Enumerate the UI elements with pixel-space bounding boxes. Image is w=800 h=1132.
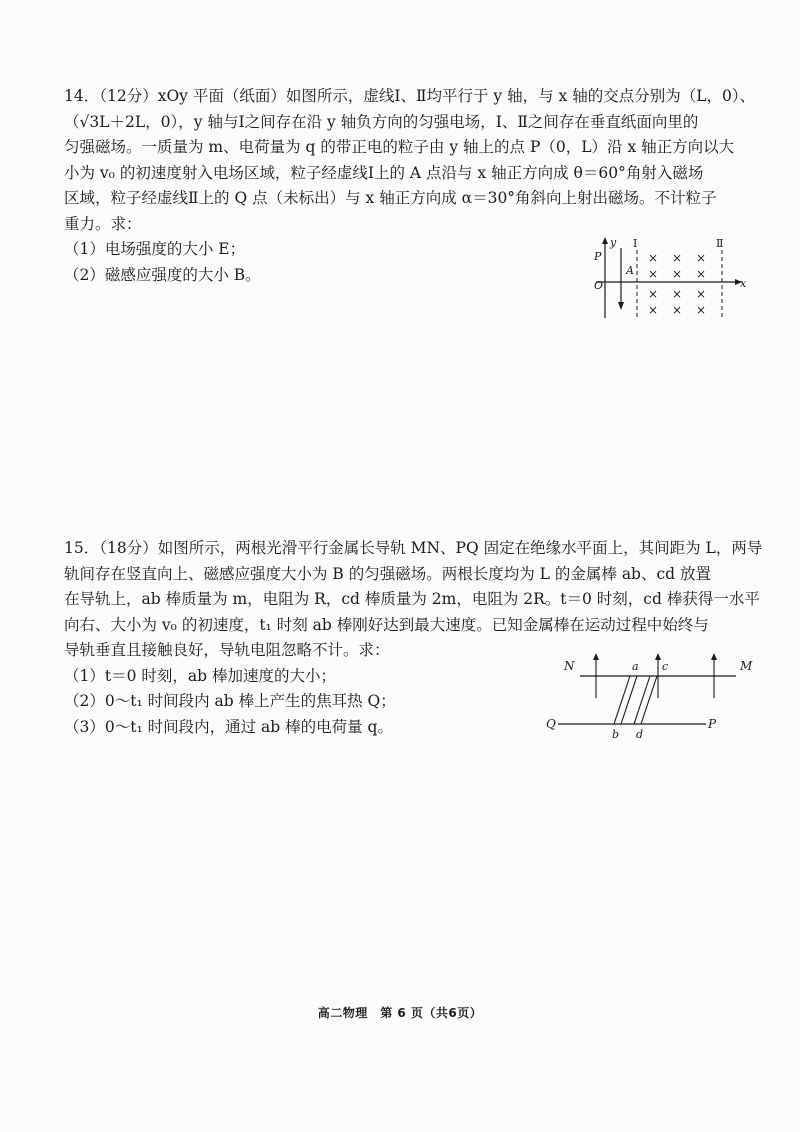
problem-15-line: 15．（18分）如图所示，两根光滑平行金属长导轨 MN、PQ 固定在绝缘水平面上，其间距为 L，两导 [64,539,763,557]
field-cross: × [672,267,683,281]
problem-14-line: （√3L＋2L，0），y 轴与Ⅰ之间存在沿 y 轴负方向的匀强电场，Ⅰ、Ⅱ之间存在垂直纸面向里的 [64,112,699,131]
field-cross: × [648,267,659,281]
label-y: y [610,236,617,249]
problem-14-question-1: （1）电场强度的大小 E； [64,240,246,258]
problem-14-line: 匀强磁场。一质量为 m、电荷量为 q 的带正电的粒子由 y 轴上的点 P（0，L）沿 x 轴正方向以大 [64,138,735,156]
electric-field-arrowhead [618,302,624,310]
y-axis-arrow [602,237,608,244]
label-x: x [740,277,747,290]
label-P: P [708,717,717,731]
problem-15-question-3: （3）0～t₁ 时间段内，通过 ab 棒的电荷量 q。 [64,717,393,736]
problem-15-line: 在导轨上，ab 棒质量为 m，电阻为 R，cd 棒质量为 2m，电阻为 2R。t＝0 时刻，cd 棒获得一水平 [64,590,760,608]
label-b: b [612,728,620,740]
field-cross: × [648,303,659,317]
field-cross: × [696,287,707,301]
field-arrowhead [655,653,661,660]
problem-15-question-1: （1）t＝0 时刻，ab 棒加速度的大小； [64,666,336,685]
label-O: O [594,279,604,292]
field-cross: × [696,251,707,265]
problem-15-figure [540,652,766,740]
field-cross: × [696,303,707,317]
label-c: c [662,660,669,673]
label-P: P [594,250,602,263]
field-arrowhead [711,653,717,660]
field-cross: × [696,267,707,281]
label-a: a [632,660,639,673]
problem-14-line: 14．（12分）xOy 平面（纸面）如图所示，虚线Ⅰ、Ⅱ均平行于 y 轴，与 x 轴的交点分别为（L，0）、 [64,87,756,105]
field-cross: × [648,251,659,265]
problem-15-line: 导轨垂直且接触良好，导轨电阻忽略不计。求： [64,641,390,659]
field-arrowhead [593,653,599,660]
problem-14-figure [588,234,750,324]
field-cross: × [672,303,683,317]
page-footer: 高二物理 第 6 页（共6页） [317,1006,483,1020]
problem-14-line: 小为 v₀ 的初速度射入电场区域，粒子经虚线Ⅰ上的 A 点沿与 x 轴正方向成 θ＝60°角射入磁场 [64,163,704,182]
label-II: Ⅱ [716,237,724,250]
rod-ab [614,676,637,724]
label-N: N [564,659,575,673]
problem-15-line: 轨间存在竖直向上、磁感应强度大小为 B 的匀强磁场。两根长度均为 L 的金属棒 ab、cd 放置 [64,564,712,583]
label-A: A [626,264,634,277]
label-d: d [636,728,644,740]
problem-15-line: 向右、大小为 v₀ 的初速度，t₁ 时刻 ab 棒刚好达到最大速度。已知金属棒在运动过程中始终与 [64,615,709,634]
field-cross: × [672,251,683,265]
problem-15-question-2: （2）0～t₁ 时间段内 ab 棒上产生的焦耳热 Q； [64,692,396,710]
label-M: M [740,659,753,673]
field-cross: × [672,287,683,301]
problem-14-question-2: （2）磁感应强度的大小 B。 [64,265,261,284]
field-cross: × [648,287,659,301]
problem-14-line: 重力。求： [64,214,142,233]
rod-cd [634,676,657,724]
label-Q: Q [546,717,556,731]
problem-14-line: 区域，粒子经虚线Ⅱ上的 Q 点（未标出）与 x 轴正方向成 α＝30°角斜向上射出磁场。不计粒子 [64,189,717,207]
label-I: Ⅰ [633,237,638,250]
